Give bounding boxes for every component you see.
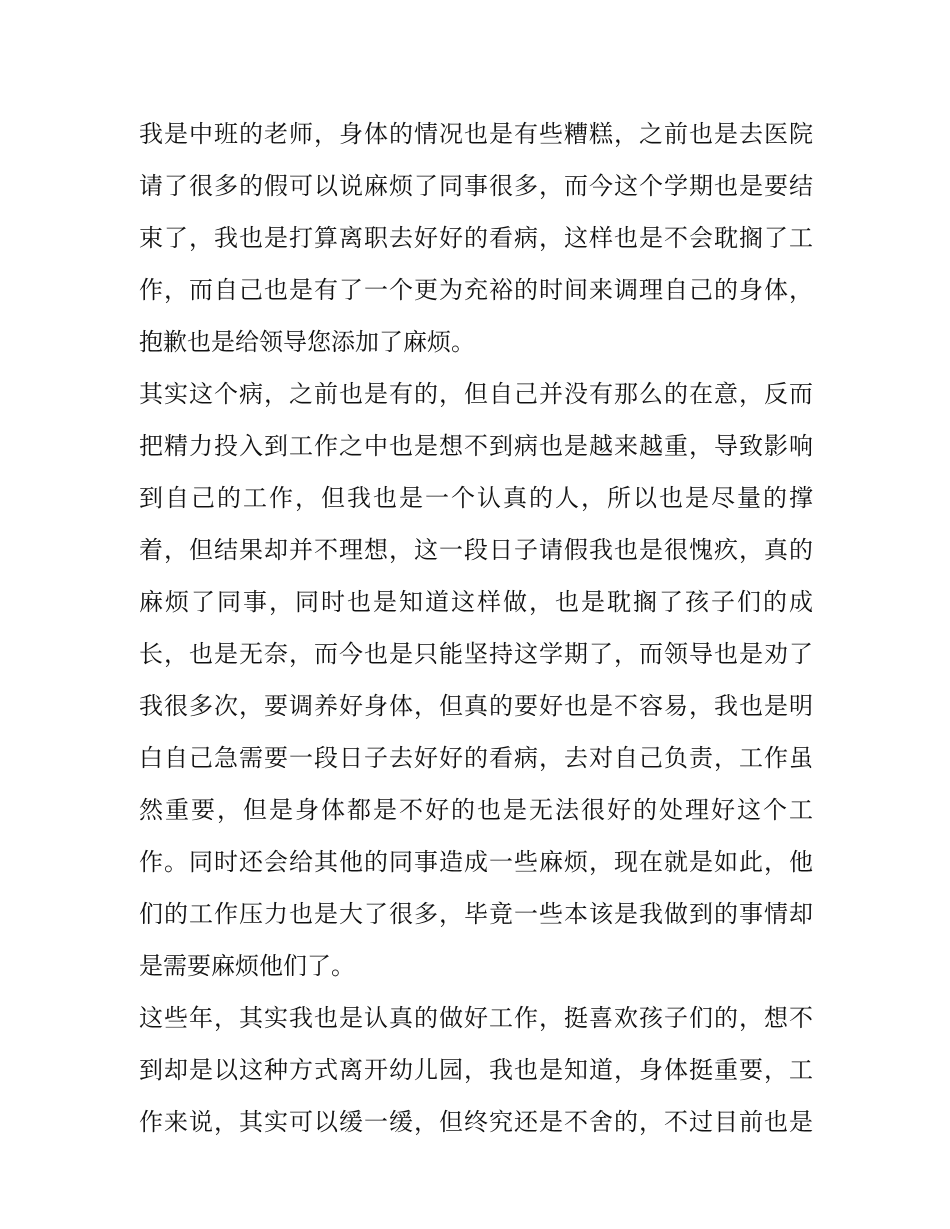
text-line: 请了很多的假可以说麻烦了同事很多，而今这个学期也是要结 — [139, 172, 813, 200]
paragraph-3 — [139, 992, 813, 1148]
text-line: 我是中班的老师，身体的情况也是有些糟糕，之前也是去医院 — [139, 120, 813, 148]
text-line: 到自己的工作，但我也是一个认真的人，所以也是尽量的撑 — [139, 484, 813, 512]
text-line: 是需要麻烦他们了。 — [139, 952, 355, 980]
text-line: 其实这个病，之前也是有的，但自己并没有那么的在意，反而 — [139, 380, 813, 408]
text-line: 着，但结果却并不理想，这一段日子请假我也是很愧疚，真的 — [139, 536, 813, 564]
paragraph-2 — [139, 368, 813, 992]
text-line: 麻烦了同事，同时也是知道这样做，也是耽搁了孩子们的成 — [139, 588, 813, 616]
paragraph-1 — [139, 108, 813, 368]
text-line: 抱歉也是给领导您添加了麻烦。 — [139, 328, 475, 356]
text-line: 束了，我也是打算离职去好好的看病，这样也是不会耽搁了工 — [139, 224, 813, 252]
text-line: 作。同时还会给其他的同事造成一些麻烦，现在就是如此，他 — [139, 848, 813, 876]
document-body — [139, 108, 813, 1148]
text-line: 作来说，其实可以缓一缓，但终究还是不舍的，不过目前也是 — [139, 1108, 813, 1136]
text-line: 们的工作压力也是大了很多，毕竟一些本该是我做到的事情却 — [139, 900, 813, 928]
text-line: 白自己急需要一段日子去好好的看病，去对自己负责，工作虽 — [139, 744, 813, 772]
text-line: 这些年，其实我也是认真的做好工作，挺喜欢孩子们的，想不 — [139, 1004, 813, 1032]
text-line: 把精力投入到工作之中也是想不到病也是越来越重，导致影响 — [139, 432, 813, 460]
text-line: 然重要，但是身体都是不好的也是无法很好的处理好这个工 — [139, 796, 813, 824]
text-line: 长，也是无奈，而今也是只能坚持这学期了，而领导也是劝了 — [139, 640, 813, 668]
text-line: 作，而自己也是有了一个更为充裕的时间来调理自己的身体， — [139, 276, 813, 304]
text-line: 到却是以这种方式离开幼儿园，我也是知道，身体挺重要，工 — [139, 1056, 813, 1084]
text-line: 我很多次，要调养好身体，但真的要好也是不容易，我也是明 — [139, 692, 813, 720]
